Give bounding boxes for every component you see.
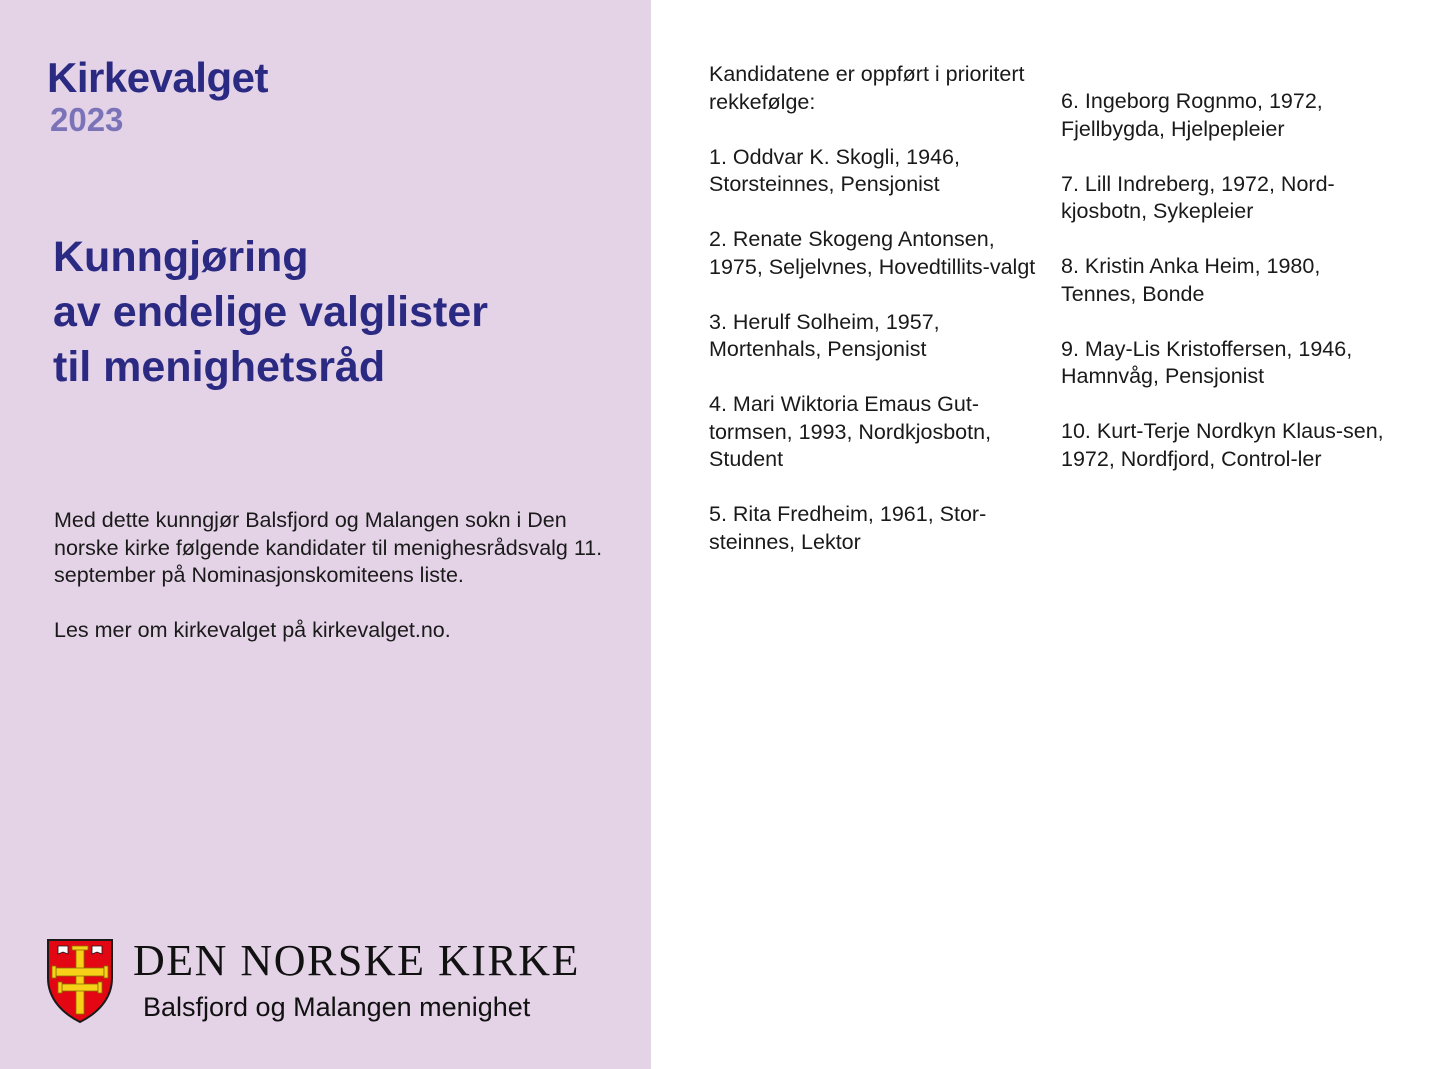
headline-line-1: Kunngjøring	[53, 233, 309, 281]
church-name: DEN NORSKE KIRKE	[133, 936, 580, 985]
candidate-item: 2. Renate Skogeng Antonsen, 1975, Seljelvnes, Hovedtillits-valgt	[709, 227, 1036, 279]
brand-year: 2023	[50, 101, 124, 138]
church-shield-cross-icon	[46, 938, 134, 1024]
left-panel	[0, 0, 651, 1069]
candidate-item: 7. Lill Indreberg, 1972, Nord-kjosbotn, Sykepleier	[1061, 171, 1335, 223]
intro-text: Med dette kunngjør Balsfjord og Malangen sokn i Den norske kirke følgende kandidater til menighesrådsvalg 11. september på Nominasjonskomiteens liste.	[54, 508, 603, 587]
brand-title: Kirkevalget	[47, 54, 268, 101]
candidate-item: 8. Kristin Anka Heim, 1980, Tennes, Bonde	[1061, 254, 1321, 306]
headline-line-3: til menighetsråd	[53, 343, 386, 391]
candidate-item: 9. May-Lis Kristoffersen, 1946, Hamnvåg, Pensjonist	[1061, 336, 1353, 388]
candidates-intro: Kandidatene er oppført i prioritert rekkefølge:	[709, 62, 1025, 114]
candidate-column-left	[709, 61, 1039, 584]
more-info-text: Les mer om kirkevalget på kirkevalget.no.	[54, 618, 451, 642]
parish-name: Balsfjord og Malangen menighet	[143, 992, 531, 1022]
candidate-item: 3. Herulf Solheim, 1957, Mortenhals, Pensjonist	[709, 309, 940, 361]
candidate-item: 10. Kurt-Terje Nordkyn Klaus-sen, 1972, Nordfjord, Control-ler	[1061, 419, 1384, 471]
candidate-item: 4. Mari Wiktoria Emaus Gut-tormsen, 1993, Nordkjosbotn, Student	[709, 392, 992, 471]
page-title	[53, 230, 488, 395]
candidate-item: 5. Rita Fredheim, 1961, Stor-steinnes, Lektor	[709, 502, 987, 554]
candidate-column-right	[1061, 88, 1401, 501]
headline-line-2: av endelige valglister	[53, 288, 488, 336]
candidate-item: 6. Ingeborg Rognmo, 1972, Fjellbygda, Hjelpepleier	[1061, 89, 1323, 141]
candidate-item: 1. Oddvar K. Skogli, 1946, Storsteinnes, Pensjonist	[709, 144, 960, 196]
